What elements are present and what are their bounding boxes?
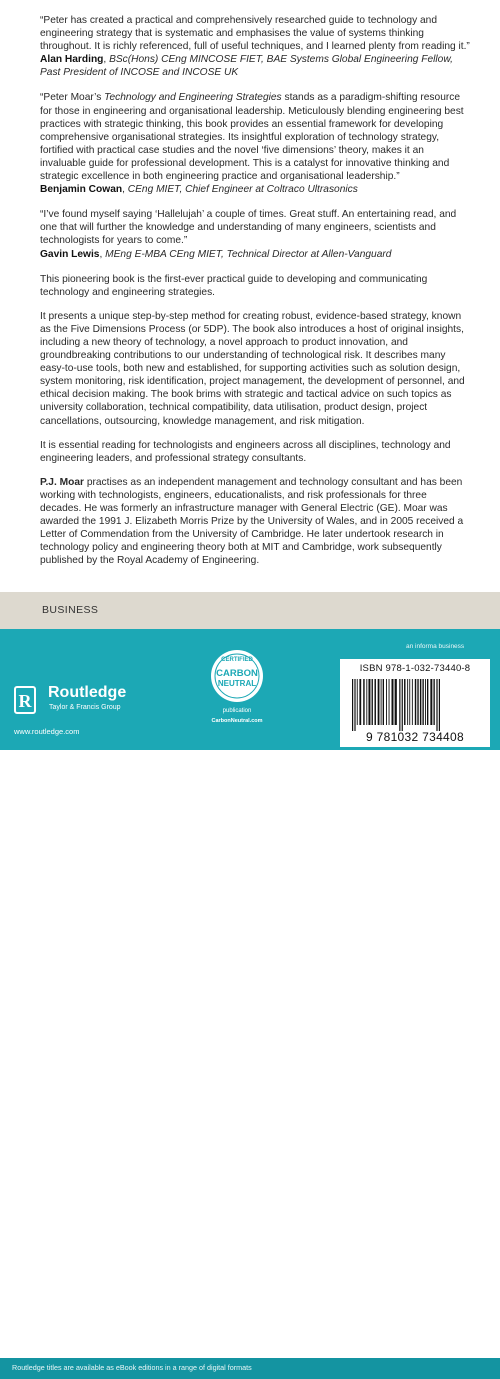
publisher-name: Routledge <box>48 684 127 701</box>
svg-text:CarbonNeutral.com: CarbonNeutral.com <box>211 718 263 724</box>
description-paragraph: It is essential reading for technologists and engineers across all disciplines, technology and engineering leaders, and professional strategy consultants. <box>40 439 451 464</box>
review-quote: “I’ve found myself saying ‘Hallelujah’ a couple of times. Great stuff. An entertaining read, and one that will further the knowledge and understanding of many engineers, scientists and technologists for years to come.” <box>40 209 457 247</box>
review-quote: “Peter Moar’s Technology and Engineering Strategies stands as a paradigm-shifting resource for those in engineering and organisational leadership. Meticulously blending engineering best practices with strategic thinking, this book provides an essential framework for developing comprehensive organisational strategies. Its insightful exploration of technology strategy, fortified with practical case studies and the novel ‘five dimensions’ theory, makes it an invaluable guide for professional development. This is a catalyst for innovative thinking and strategic excellence in both engineering practice and organisational leadership.” <box>40 92 464 183</box>
author-bio: P.J. Moar practises as an independent management and technology consultant and has been working with technologists, engineers, educationalists, and risk professionals for three decades. He was formerly an infrastructure manager with General Electric (GE). Moar was awarded the 1991 J. Elizabeth Morris Prize by the University of Wales, and in 2005 received a Letter of Commendation from the University of Cambridge. He later undertook research in technology policy and engineering theory both at MIT and Cambridge, work subsequently published by the Royal Academy of Engineering. <box>40 476 464 567</box>
book-title: Technology and Engineering Strategies <box>104 92 282 104</box>
footer-note-bar <box>0 1358 500 1379</box>
description-paragraph: It presents a unique step-by-step method for creating robust, evidence-based strategy, known as the Five Dimensions Process (or 5DP). The book also introduces a host of original insights, including a new theory of technology, a novel approach to product innovation, and groundbreaking contributions to our understanding of technological risk. It describes many easy-to-use tools, both new and established, for supporting activities such as solution design, system monitoring, risk identification, project management, the development of personnel, and ethical decision making. The book brims with strategic and tactical advice on such topics as university collaboration, technical compatibility, data utilisation, product design, project cancellations, outsourcing, knowledge management, and risk mitigation. <box>40 310 465 427</box>
reviewer-name: Gavin Lewis <box>40 248 100 260</box>
review-1: “Peter has created a practical and comprehensively researched guide to technology and engineering strategy that is systematic and emphasises the value of systems thinking throughout. It is richly referenced, full of useful techniques, and I learned plenty from reading it.” Alan Harding, BSc(Hons) CEng MINCOSE FIET, BAE Systems Global Engineering Fellow, Past President of INCOSE and INCOSE UK <box>40 15 470 79</box>
svg-text:R: R <box>18 691 32 711</box>
author-name: P.J. Moar <box>40 476 84 488</box>
back-cover-text <box>40 14 470 578</box>
barcode-bars <box>352 679 486 731</box>
svg-text:CARBON: CARBON <box>216 668 258 679</box>
reviewer-name: Benjamin Cowan <box>40 184 123 196</box>
review-quote: “Peter has created a practical and comprehensively researched guide to technology and engineering strategy that is systematic and emphasises the value of systems thinking throughout. It is richly referenced, full of useful techniques, and I learned plenty from reading it.” <box>40 15 470 53</box>
svg-text:publication: publication <box>222 708 252 714</box>
publisher-group: Taylor & Francis Group <box>49 704 121 711</box>
reviewer-credentials: BSc(Hons) CEng MINCOSE FIET, BAE Systems Global Engineering Fellow, Past President of INCOSE and INCOSE UK <box>40 54 453 79</box>
genre-label: BUSINESS <box>42 604 99 616</box>
informa-tag: an informa business <box>406 643 465 650</box>
routledge-logo-icon <box>14 685 40 715</box>
description-paragraph: This pioneering book is the first-ever practical guide to developing and communicating technology and engineering strategies. <box>40 273 428 298</box>
review-2: “Peter Moar’s Technology and Engineering Strategies stands as a paradigm-shifting resource for those in engineering and organisational leadership. Meticulously blending engineering best practices with strategic thinking, this book provides an essential framework for developing comprehensive organisational strategies. Its insightful exploration of technology strategy, fortified with practical case studies and the novel ‘five dimensions’ theory, makes it an invaluable guide for professional development. This is a catalyst for innovative thinking and strategic excellence in both engineering practice and organisational leadership.” Benjamin Cowan, CEng MIET, Chief Engineer at Coltraco Ultrasonics <box>40 91 470 196</box>
publisher-footer <box>0 629 500 1372</box>
reviewer-credentials: CEng MIET, Chief Engineer at Coltraco Ultrasonics <box>127 184 358 196</box>
isbn-text: ISBN 978-1-032-73440-8 <box>359 663 471 674</box>
reviewer-credentials: MEng E-MBA CEng MIET, Technical Director at Allen-Vanguard <box>105 248 392 260</box>
svg-text:NEUTRAL: NEUTRAL <box>217 679 257 688</box>
barcode-number: 9 781032 734408 <box>366 730 464 744</box>
ebook-note: Routledge titles are available as eBook editions in a range of digital formats <box>12 1363 252 1372</box>
reviewer-name: Alan Harding <box>40 54 104 66</box>
svg-text:CERTIFIED: CERTIFIED <box>221 657 253 663</box>
review-3: “I’ve found myself saying ‘Hallelujah’ a couple of times. Great stuff. An entertaining read, and one that will further the knowledge and understanding of many engineers, scientists and technologists for years to come.” Gavin Lewis, MEng E-MBA CEng MIET, Technical Director at Allen-Vanguard <box>40 208 470 260</box>
publisher-url[interactable]: www.routledge.com <box>14 727 80 736</box>
carbon-neutral-seal-icon <box>208 647 266 729</box>
barcode <box>340 659 490 747</box>
genre-band <box>0 592 500 629</box>
